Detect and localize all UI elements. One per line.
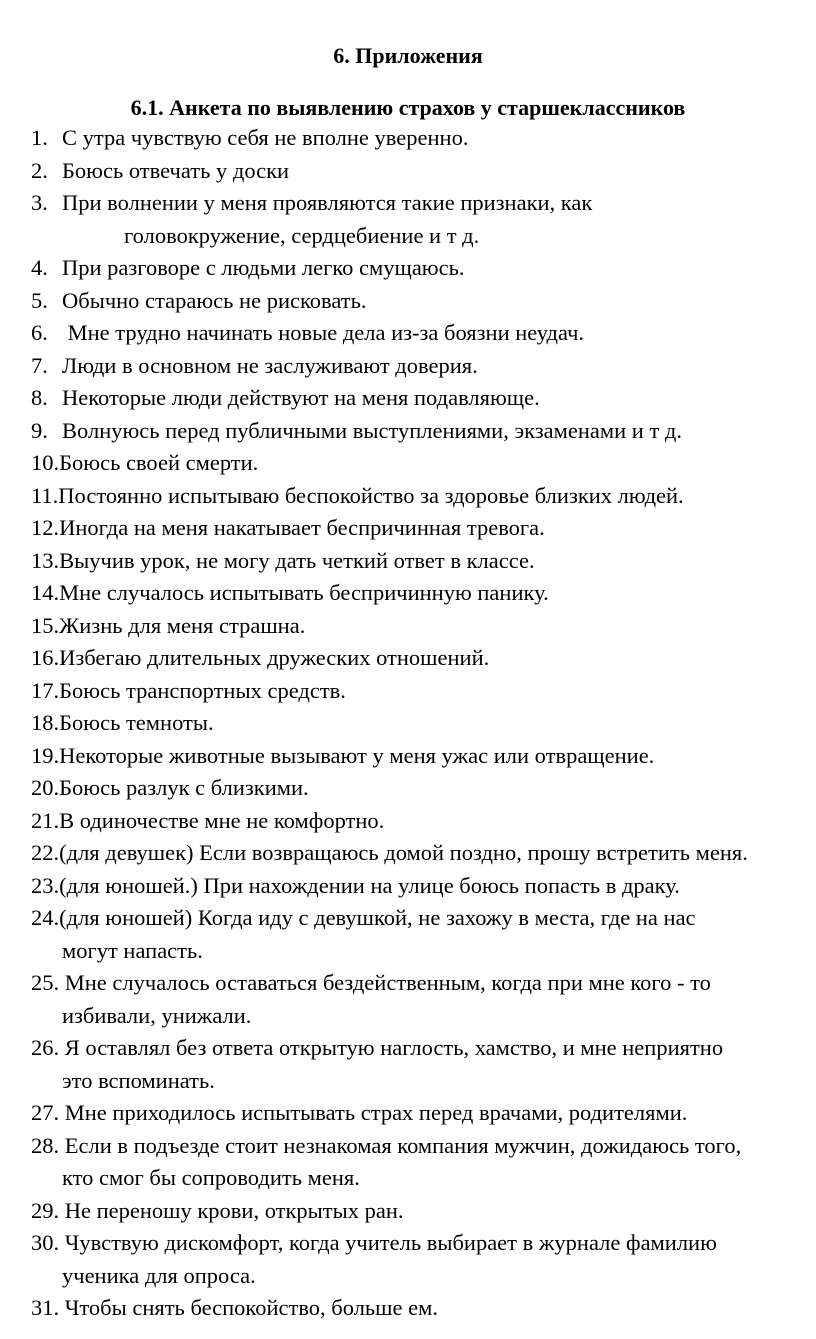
list-item	[0, 447, 816, 480]
item-number: 16.	[31, 645, 60, 670]
list-item	[0, 1292, 816, 1325]
item-number: 21.	[31, 807, 60, 833]
item-text: Иногда на меня накатывает беспричинная тревога.	[59, 515, 545, 540]
item-text: (для юношей) Когда иду с девушкой, не захожу в места, где на нас	[59, 905, 696, 930]
item-text: Мне случалось оставаться бездейственным, когда при мне кого - то	[59, 970, 711, 995]
item-number: 29.	[31, 1197, 60, 1223]
item-number: 26.	[31, 1035, 60, 1060]
list-item	[0, 545, 816, 578]
item-text-continuation: ученика для опроса.	[62, 1262, 256, 1288]
list-item	[0, 610, 816, 643]
item-text: Избегаю длительных дружеских отношений.	[59, 645, 490, 670]
item-text: (для девушек) Если возвращаюсь домой поздно, прошу встретить меня.	[59, 840, 748, 865]
item-number: 24.	[31, 905, 60, 930]
item-text: Боюсь транспортных средств.	[59, 677, 346, 703]
list-item	[0, 902, 816, 967]
list-item	[0, 122, 816, 155]
list-item	[0, 805, 816, 838]
item-number: 5.	[31, 287, 48, 313]
list-item	[0, 285, 816, 318]
item-text: С утра чувствую себя не вполне уверенно.	[62, 125, 469, 150]
item-text: Чувствую дискомфорт, когда учитель выбирает в журнале фамилию	[59, 1230, 717, 1255]
item-text-continuation: избивали, унижали.	[62, 1002, 252, 1028]
item-text: Мне приходилось испытывать страх перед врачами, родителями.	[59, 1100, 688, 1125]
list-item	[0, 382, 816, 415]
list-item	[0, 1097, 816, 1130]
item-text: (для юношей.) При нахождении на улице боюсь попасть в драку.	[59, 872, 680, 898]
item-number: 4.	[31, 255, 48, 280]
list-item	[0, 1130, 816, 1195]
list-item	[0, 350, 816, 383]
list-item	[0, 740, 816, 773]
list-item	[0, 707, 816, 740]
item-text: Мне трудно начинать новые дела из-за боязни неудач.	[62, 320, 585, 345]
item-number: 30.	[31, 1230, 60, 1255]
list-item	[0, 1032, 816, 1097]
item-text: Боюсь отвечать у доски	[62, 157, 290, 183]
item-text: Люди в основном не заслуживают доверия.	[62, 352, 478, 378]
list-item	[0, 642, 816, 675]
list-item	[0, 480, 816, 513]
item-text: При разговоре с людьми легко смущаюсь.	[62, 255, 465, 280]
item-text: Постоянно испытываю беспокойство за здоровье близких людей.	[58, 482, 684, 508]
item-text: Обычно стараюсь не рисковать.	[62, 287, 367, 313]
item-number: 19.	[31, 742, 60, 768]
item-text-continuation: головокружение, сердцебиение и т д.	[124, 222, 480, 248]
list-item	[0, 415, 816, 448]
item-text-continuation: могут напасть.	[62, 937, 203, 963]
item-number: 2.	[31, 157, 48, 183]
section-heading: 6. Приложения	[333, 43, 483, 68]
list-item	[0, 870, 816, 903]
item-number: 9.	[31, 417, 48, 443]
item-number: 20.	[31, 775, 60, 800]
list-item	[0, 317, 816, 350]
item-number: 14.	[31, 580, 60, 605]
item-text-continuation: кто смог бы сопроводить меня.	[62, 1165, 360, 1190]
item-text: Некоторые люди действуют на меня подавляюще.	[62, 385, 540, 410]
list-item	[0, 675, 816, 708]
item-text: Боюсь разлук с близкими.	[59, 775, 309, 800]
item-text: Некоторые животные вызывают у меня ужас или отвращение.	[59, 742, 655, 768]
item-number: 3.	[31, 190, 48, 215]
questionnaire-list	[0, 122, 816, 1325]
item-text: Мне случалось испытывать беспричинную панику.	[59, 580, 549, 605]
item-number: 17.	[31, 677, 60, 703]
list-item	[0, 155, 816, 188]
item-number: 28.	[31, 1132, 60, 1158]
item-number: 12.	[31, 515, 60, 540]
item-text: Выучив урок, не могу дать четкий ответ в классе.	[59, 547, 535, 573]
item-text: Не переношу крови, открытых ран.	[59, 1197, 404, 1223]
item-number: 11.	[31, 482, 59, 508]
item-text: Чтобы снять беспокойство, больше ем.	[59, 1295, 438, 1320]
questionnaire-title: 6.1. Анкета по выявлению страхов у старшеклассников	[130, 95, 686, 120]
item-number: 13.	[31, 547, 60, 573]
list-item	[0, 512, 816, 545]
item-number: 18.	[31, 710, 60, 735]
item-number: 23.	[31, 872, 60, 898]
item-number: 25.	[31, 970, 60, 995]
item-text: Я оставлял без ответа открытую наглость, хамство, и мне неприятно	[59, 1035, 724, 1060]
item-number: 10.	[31, 450, 60, 475]
list-item	[0, 187, 816, 252]
list-item	[0, 1195, 816, 1228]
list-item	[0, 772, 816, 805]
list-item	[0, 252, 816, 285]
item-number: 1.	[31, 125, 48, 150]
item-text: Если в подъезде стоит незнакомая компания мужчин, дожидаюсь того,	[59, 1132, 742, 1158]
list-item	[0, 577, 816, 610]
item-text: При волнении у меня проявляются такие признаки, как	[62, 190, 593, 215]
item-text: В одиночестве мне не комфортно.	[59, 807, 385, 833]
item-text: Волнуюсь перед публичными выступлениями, экзаменами и т д.	[62, 417, 682, 443]
item-number: 15.	[31, 612, 60, 638]
list-item	[0, 837, 816, 870]
list-item	[0, 1227, 816, 1292]
item-number: 22.	[31, 840, 60, 865]
item-number: 6.	[31, 320, 48, 345]
item-text: Боюсь своей смерти.	[59, 450, 259, 475]
item-text: Боюсь темноты.	[59, 710, 214, 735]
item-text: Жизнь для меня страшна.	[59, 612, 306, 638]
item-number: 7.	[31, 352, 48, 378]
item-number: 27.	[31, 1100, 60, 1125]
list-item	[0, 967, 816, 1032]
item-number: 8.	[31, 385, 48, 410]
item-text-continuation: это вспоминать.	[62, 1067, 215, 1093]
item-number: 31.	[31, 1295, 60, 1320]
